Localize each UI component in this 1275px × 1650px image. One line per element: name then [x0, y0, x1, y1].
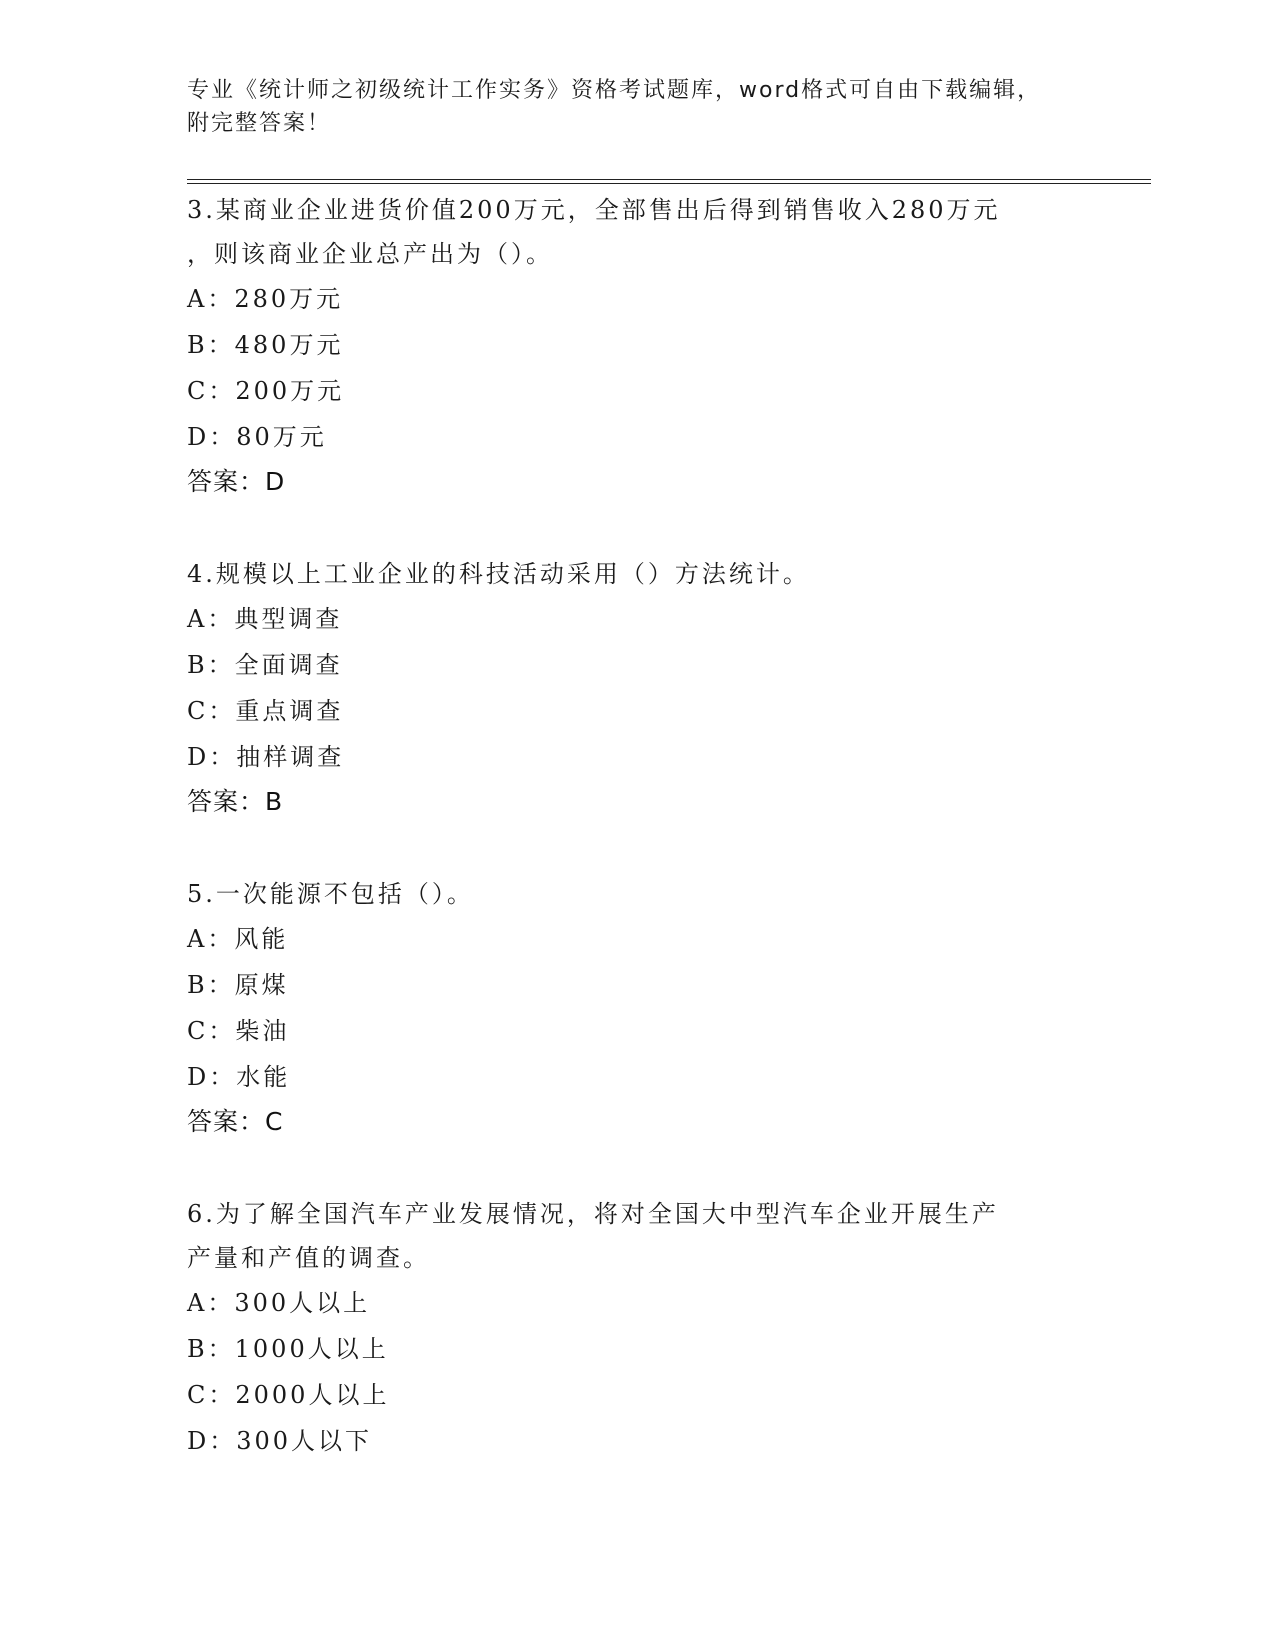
option-b: B：480万元 — [187, 331, 344, 359]
option-b: B：原煤 — [187, 971, 289, 999]
question-stem: 3.某商业企业进货价值200万元，全部售出后得到销售收入280万元 — [187, 196, 1001, 224]
question-5 — [187, 872, 1087, 1144]
question-stem-continued: ，则该商业企业总产出为（）。 — [187, 240, 553, 268]
header-line-1: 专业《统计师之初级统计工作实务》资格考试题库，word格式可自由下载编辑， — [187, 78, 1042, 103]
option-a: A：300人以上 — [187, 1289, 371, 1317]
question-stem: 6.为了解全国汽车产业发展情况，将对全国大中型汽车企业开展生产 — [187, 1200, 999, 1228]
header-line-2: 附完整答案！ — [187, 111, 332, 136]
header-divider-top — [187, 179, 1151, 180]
header-divider-bottom — [187, 183, 1151, 184]
option-a: A：风能 — [187, 925, 289, 953]
option-d: D：80万元 — [187, 423, 327, 451]
question-stem: 5.一次能源不包括（）。 — [187, 880, 474, 908]
question-stem: 4.规模以上工业企业的科技活动采用（）方法统计。 — [187, 560, 810, 588]
option-d: D：抽样调查 — [187, 743, 345, 771]
question-6 — [187, 1192, 1087, 1464]
question-stem-continued: 产量和产值的调查。 — [187, 1244, 430, 1272]
option-d: D：水能 — [187, 1063, 291, 1091]
document-header — [187, 74, 1067, 140]
option-b: B：全面调查 — [187, 651, 343, 679]
option-c: C：柴油 — [187, 1017, 290, 1045]
option-d: D：300人以下 — [187, 1427, 373, 1455]
option-c: C：重点调查 — [187, 697, 344, 725]
answer-line: 答案：C — [187, 1107, 284, 1136]
option-b: B：1000人以上 — [187, 1335, 389, 1363]
option-a: A：280万元 — [187, 285, 344, 313]
question-4 — [187, 552, 1087, 824]
answer-line: 答案：B — [187, 787, 284, 816]
option-a: A：典型调查 — [187, 605, 343, 633]
question-3 — [187, 188, 1087, 504]
answer-line: 答案：D — [187, 467, 286, 496]
option-c: C：2000人以上 — [187, 1381, 390, 1409]
option-c: C：200万元 — [187, 377, 345, 405]
